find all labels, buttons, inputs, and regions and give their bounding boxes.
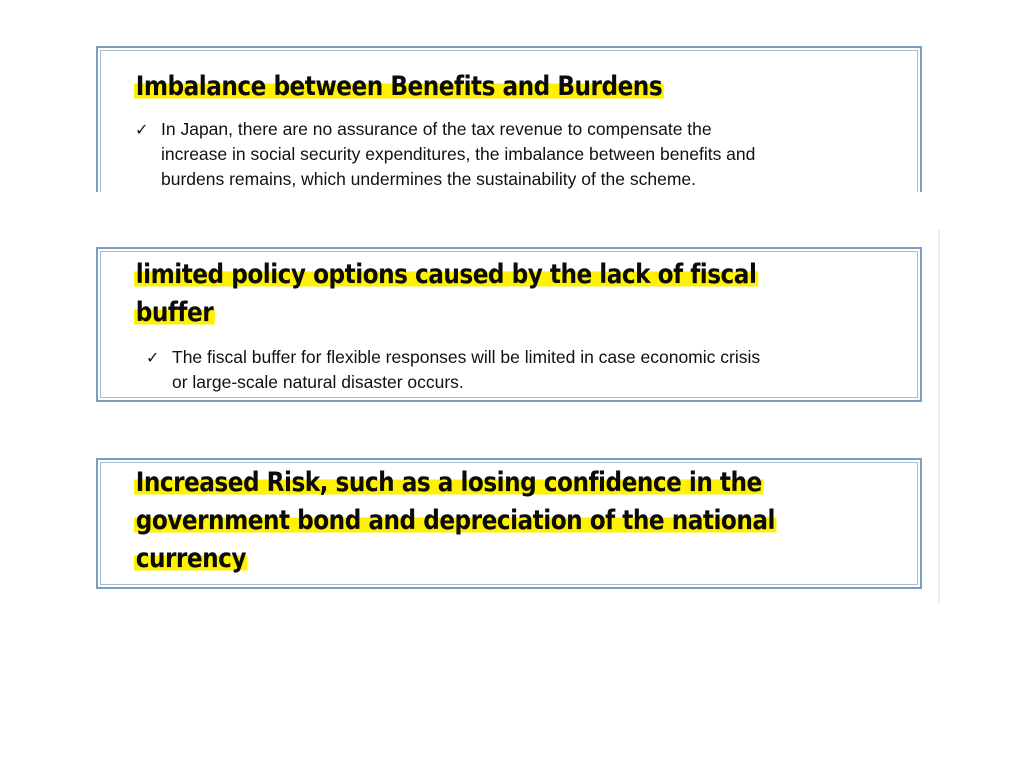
heading-line: currency xyxy=(135,543,246,574)
checkmark-icon: ✓ xyxy=(135,120,149,139)
bullet-line: In Japan, there are no assurance of the tax revenue to compensate the xyxy=(161,119,712,139)
section-heading-increased-risk xyxy=(134,464,777,578)
section-heading-policy-options xyxy=(134,256,758,332)
heading-line: buffer xyxy=(135,297,214,328)
box-cutoff xyxy=(90,192,940,232)
bullet-line: or large-scale natural disaster occurs. xyxy=(172,372,464,392)
bullet-line: burdens remains, which undermines the sustainability of the scheme. xyxy=(161,169,696,189)
slide-edge-divider xyxy=(938,230,940,603)
heading-line: Increased Risk, such as a losing confidence in the xyxy=(135,467,762,498)
heading-line: Imbalance between Benefits and Burdens xyxy=(135,71,663,102)
bullet-line: The fiscal buffer for flexible responses will be limited in case economic crisis xyxy=(172,347,761,367)
heading-line: government bond and depreciation of the national xyxy=(135,505,775,536)
heading-line: limited policy options caused by the lack of fiscal xyxy=(135,259,757,290)
section-heading-benefits-burdens xyxy=(134,68,664,106)
bullet-benefits-burdens xyxy=(135,117,891,192)
bullet-policy-options xyxy=(146,345,892,395)
checkmark-icon: ✓ xyxy=(146,348,160,367)
bullet-line: increase in social security expenditures, the imbalance between benefits and xyxy=(161,144,756,164)
